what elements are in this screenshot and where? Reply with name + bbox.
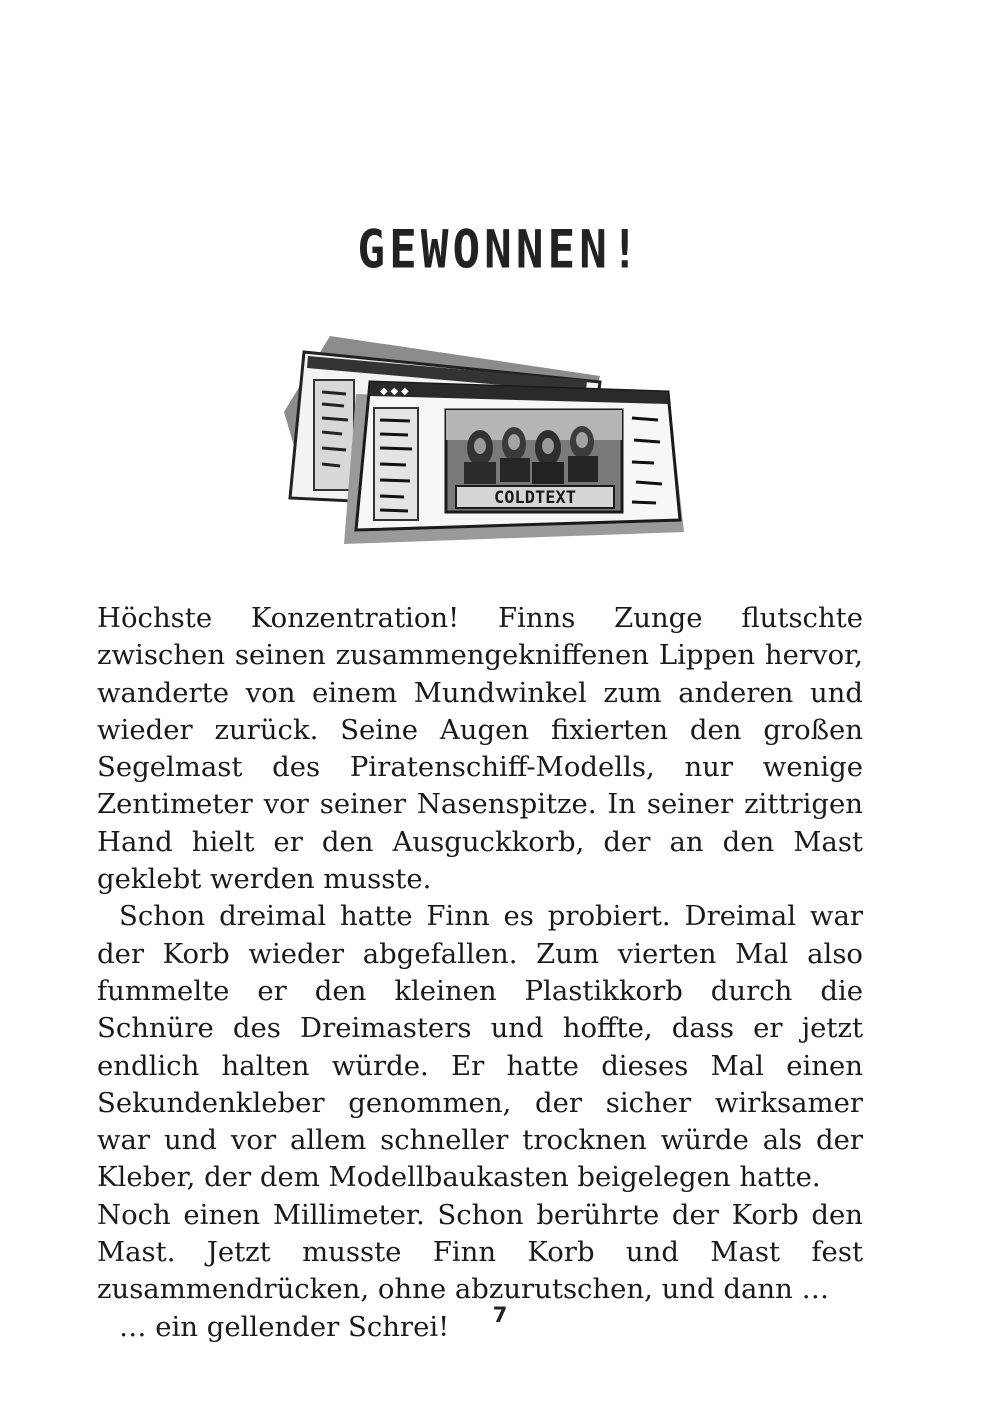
svg-text:◆ ◆ ◆: ◆ ◆ ◆ [380,386,409,397]
ticket-sketch [270,322,700,552]
chapter-text [97,600,863,1346]
chapter-title: GEWONNEN! [357,217,643,281]
page-number: 7 [492,1303,508,1327]
concert-tickets-illustration [270,322,700,552]
ticket-band-logo: COLDTEXT [494,488,576,508]
paragraph-1: Höchste Konzentration! Finns Zunge flutschte zwischen seinen zusammengekniffenen Lippen hervor, wanderte von einem Mundwinkel zum anderen und wieder zurück. Seine Augen fixierten den großen Segelmast des Piratenschiff-Modells, nur wenige Zentimeter vor seiner Nasenspitze. In seiner zittrigen Hand hielt er den Ausguckkorb, der an den Mast geklebt werden musste. [97,602,863,896]
front-ticket [356,382,680,530]
paragraph-3: Noch einen Millimeter. Schon berührte der Korb den Mast. Jetzt musste Finn Korb und Mast fest zusammendrücken, ohne abzurutschen, und dann … [97,1198,863,1306]
paragraph-2: Schon dreimal hatte Finn es probiert. Dreimal war der Korb wieder abgefallen. Zum vierten Mal also fummelte er den kleinen Plastikkorb durch die Schnüre des Dreimasters und hoffte, dass er jetzt endlich halten würde. Er hatte dieses Mal einen Sekundenkleber genommen, der sicher wirksamer war und vor allem schneller trocknen würde als der Kleber, der dem Modellbaukasten beigelegen hatte. [97,900,863,1194]
paragraph-4: … ein gellender Schrei! [119,1310,450,1343]
